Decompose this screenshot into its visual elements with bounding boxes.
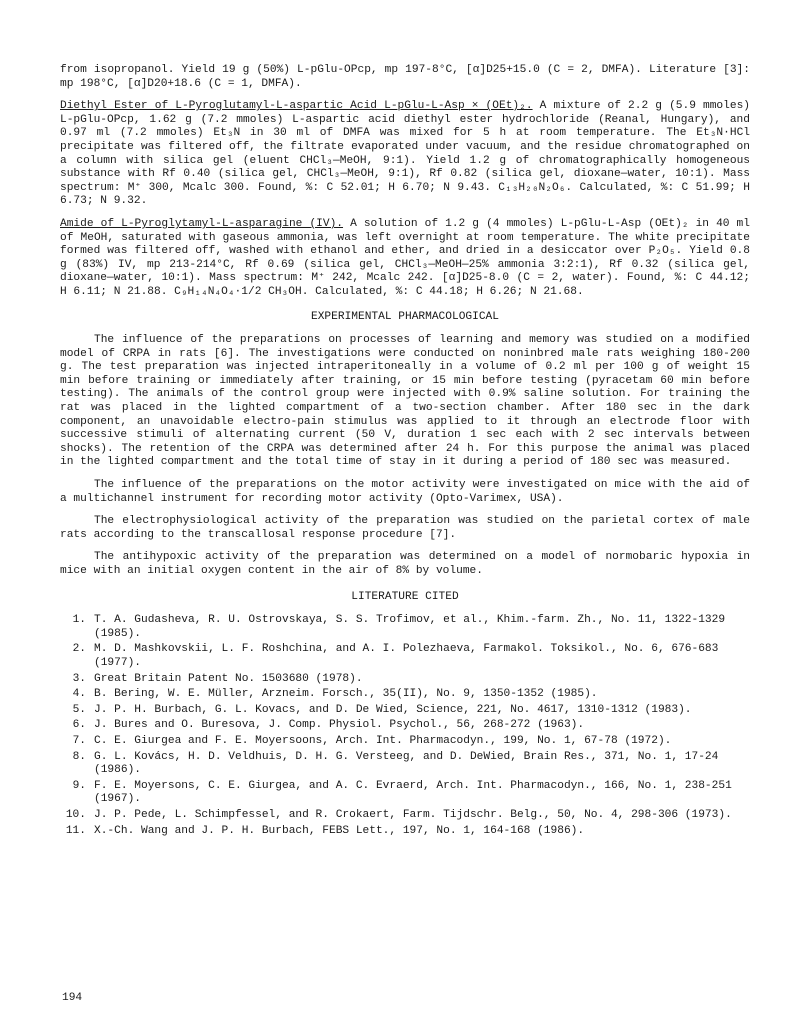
compound-4-paragraph xyxy=(60,218,750,300)
reference-text: C. E. Giurgea and F. E. Moyersoons, Arch. Int. Pharmacodyn., 199, No. 1, 67-78 (1972). xyxy=(94,734,672,747)
reference-item xyxy=(60,751,750,778)
literature-heading: LITERATURE CITED xyxy=(351,590,459,603)
reference-item xyxy=(60,735,750,749)
reference-text: J. Bures and O. Buresova, J. Comp. Physiol. Psychol., 56, 268-272 (1963). xyxy=(94,719,585,732)
experimental-heading: EXPERIMENTAL PHARMACOLOGICAL xyxy=(311,310,499,323)
reference-list xyxy=(60,614,750,838)
reference-item xyxy=(60,780,750,807)
reference-number: 10. xyxy=(65,808,86,821)
intro-paragraph: from isopropanol. Yield 19 g (50%) L-pGlu-OPcp, mp 197-8°C, [α]D25+15.0 (C = 2, DMFA). Literature [3]: mp 198°C, [α]D20+18.6 (C = 1, DMFA). xyxy=(60,64,750,90)
experimental-paragraph-3: The electrophysiological activity of the preparation was studied on the parietal cortex of male rats according to the transcallosal response procedure [7]. xyxy=(60,515,750,541)
reference-number: 8. xyxy=(72,750,86,763)
experimental-paragraph-4: The antihypoxic activity of the preparation was determined on a model of normobaric hypoxia in mice with an initial oxygen content in the air of 8% by volume. xyxy=(60,551,750,577)
compound-3-heading: Diethyl Ester of L-Pyroglutamyl-L-aspartic Acid L-pGlu-L-Asp × (OEt)₂. xyxy=(60,100,533,113)
reference-text: F. E. Moyersons, C. E. Giurgea, and A. C. Evraerd, Arch. Int. Pharmacodyn., 166, No. 1, 238-251 (1967). xyxy=(94,779,732,806)
experimental-paragraph-1: The influence of the preparations on processes of learning and memory was studied on a modified model of CRPA in rats [6]. The investigations were conducted on noninbred male rats weighing 180-200 g. The test preparation was injected intraperitoneally in a volume of 0.2 ml per 100 g of weight 15 min before training or immediately after training, or 15 min before testing (pyracetam 60 min before testing). The animals of the control group were injected with 0.9% saline solution. For training the rat was placed in the lighted compartment of a two-section chamber. After 180 sec in the dark component, an unavoidable electro-pain stimulus was applied to it through an electrode floor with successive stimuli of alternating current (50 V, duration 1 sec each with 2 sec intervals between shocks). The retention of the CRPA was determined after 24 h. For this purpose the animal was placed in the lighted compartment and the total time of stay in it during a period of 180 sec was measured. xyxy=(60,334,750,469)
reference-number: 3. xyxy=(72,672,86,685)
reference-item xyxy=(60,825,750,839)
reference-text: G. L. Kovács, H. D. Veldhuis, D. H. G. Versteeg, and D. DeWied, Brain Res., 371, No. 1, 17-24 (1986). xyxy=(94,750,719,777)
compound-3-body: A mixture of 2.2 g (5.9 mmoles) L-pGlu-OPcp, 1.62 g (7.2 mmoles) L-aspartic acid diethyl ester hydrochloride (Reanal, Hungary), and 0.97 ml (7.2 mmoles) Et₃N in 30 ml of DMFA was mixed for 5 h at room temperature. The Et₃N·HCl precipitate was filtered off, the filtrate evaporated under vacuum, and the residue chromatographed on a column with silica gel (eluent CHCl₃—MeOH, 9:1). Yield 1.2 g of chromatographically homogeneous substance with Rf 0.40 (silica gel, CHCl₃—MeOH, 9:1), Rf 0.82 (silica gel, dioxane—water, 10:1). Mass spectrum: M⁺ 300, Mcalc 300. Found, %: C 52.01; H 6.70; N 9.43. C₁₃H₂₀N₂O₆. Calculated, %: C 51.99; H 6.73; N 9.32. xyxy=(60,100,750,208)
reference-item xyxy=(60,809,750,823)
page-number: 194 xyxy=(62,992,83,1004)
reference-item xyxy=(60,673,750,687)
reference-number: 1. xyxy=(72,614,86,627)
compound-3-paragraph xyxy=(60,100,750,209)
reference-text: Great Britain Patent No. 1503680 (1978). xyxy=(94,672,363,685)
reference-item xyxy=(60,704,750,718)
compound-4-heading: Amide of L-Pyroglytamyl-L-asparagine (IV). xyxy=(60,217,344,230)
reference-number: 6. xyxy=(72,719,86,732)
reference-number: 7. xyxy=(72,734,86,747)
reference-text: J. P. H. Burbach, G. L. Kovacs, and D. De Wied, Science, 221, No. 4617, 1310-1312 (1983). xyxy=(94,703,692,716)
reference-number: 5. xyxy=(72,703,86,716)
reference-number: 4. xyxy=(72,688,86,701)
reference-item xyxy=(60,643,750,670)
experimental-paragraph-2: The influence of the preparations on the motor activity were investigated on mice with the aid of a multichannel instrument for recording motor activity (Opto-Varimex, USA). xyxy=(60,479,750,505)
reference-item xyxy=(60,614,750,641)
reference-item xyxy=(60,688,750,702)
compound-4-body: A solution of 1.2 g (4 mmoles) L-pGlu-L-Asp (OEt)₂ in 40 ml of MeOH, saturated with gaseous ammonia, was left overnight at room temperature. The white precipitate formed was filtered off, washed with ethanol and ether, and dried in a desiccator over P₂O₅. Yield 0.8 g (83%) IV, mp 213-214°C, Rf 0.69 (silica gel, CHCl₃—MeOH—25% ammonia 3:2:1), Rf 0.32 (silica gel, dioxane—water, 10:1). Mass spectrum: M⁺ 242, Mcalc 242. [α]D25-8.0 (C = 2, water). Found, %: C 44.12; H 6.11; N 21.88. C₉H₁₄N₄O₄·1/2 CH₃OH. Calculated, %: C 44.18; H 6.26; N 21.68. xyxy=(60,217,750,298)
reference-item xyxy=(60,719,750,733)
reference-text: X.-Ch. Wang and J. P. H. Burbach, FEBS Lett., 197, No. 1, 164-168 (1986). xyxy=(94,824,585,837)
reference-number: 11. xyxy=(65,824,86,837)
reference-text: B. Bering, W. E. Müller, Arzneim. Forsch., 35(II), No. 9, 1350-1352 (1985). xyxy=(94,688,598,701)
reference-number: 2. xyxy=(72,643,86,656)
reference-text: J. P. Pede, L. Schimpfessel, and R. Crokaert, Farm. Tijdschr. Belg., 50, No. 4, 298-306 (1973). xyxy=(94,808,732,821)
reference-text: M. D. Mashkovskii, L. F. Roshchina, and A. I. Polezhaeva, Farmakol. Toksikol., No. 6, 676-683 (1977). xyxy=(94,643,719,669)
page-body xyxy=(60,64,750,840)
reference-number: 9. xyxy=(72,779,86,792)
reference-text: T. A. Gudasheva, R. U. Ostrovskaya, S. S. Trofimov, et al., Khim.-farm. Zh., No. 11, 1322-1329 (1985). xyxy=(94,614,726,640)
